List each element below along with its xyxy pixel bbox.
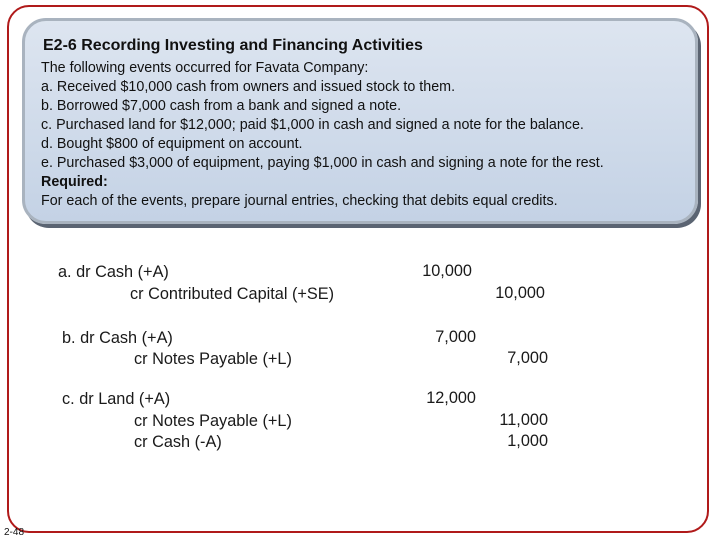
entry-a-credit-amount: 10,000 [495,284,545,302]
problem-title: E2-6 Recording Investing and Financing Activities [43,37,423,54]
event-a: a. Received $10,000 cash from owners and issued stock to them. [41,79,456,95]
entry-c-credit-line-2: cr Cash (-A) [134,433,222,451]
entry-b-credit-amount: 7,000 [507,349,548,367]
entry-c-credit-line-1: cr Notes Payable (+L) [134,412,292,430]
entry-a-debit-line: a. dr Cash (+A) [58,263,169,281]
entry-c-credit-amount-2: 1,000 [507,432,548,450]
event-d: d. Bought $800 of equipment on account. [41,136,303,152]
event-b: b. Borrowed $7,000 cash from a bank and signed a note. [41,98,402,114]
slide-number: 2-48 [4,527,25,538]
entry-c-credit-amount-1: 11,000 [499,411,548,429]
problem-instruction: For each of the events, prepare journal entries, checking that debits equal credits. [41,193,558,209]
entry-b-debit-line: b. dr Cash (+A) [62,329,173,347]
problem-intro: The following events occurred for Favata Company: [41,60,369,76]
event-c: c. Purchased land for $12,000; paid $1,000 in cash and signed a note for the balance. [41,117,584,133]
problem-box [22,18,698,224]
entry-c-debit-amount: 12,000 [426,389,476,407]
entry-a-debit-amount: 10,000 [422,262,472,280]
entry-c-debit-line: c. dr Land (+A) [62,390,171,408]
required-label: Required: [41,174,108,190]
entry-b-credit-line: cr Notes Payable (+L) [134,350,292,368]
entry-a-credit-line: cr Contributed Capital (+SE) [130,285,335,303]
event-e: e. Purchased $3,000 of equipment, paying $1,000 in cash and signing a note for the rest. [41,155,604,171]
entry-b-debit-amount: 7,000 [435,328,476,346]
